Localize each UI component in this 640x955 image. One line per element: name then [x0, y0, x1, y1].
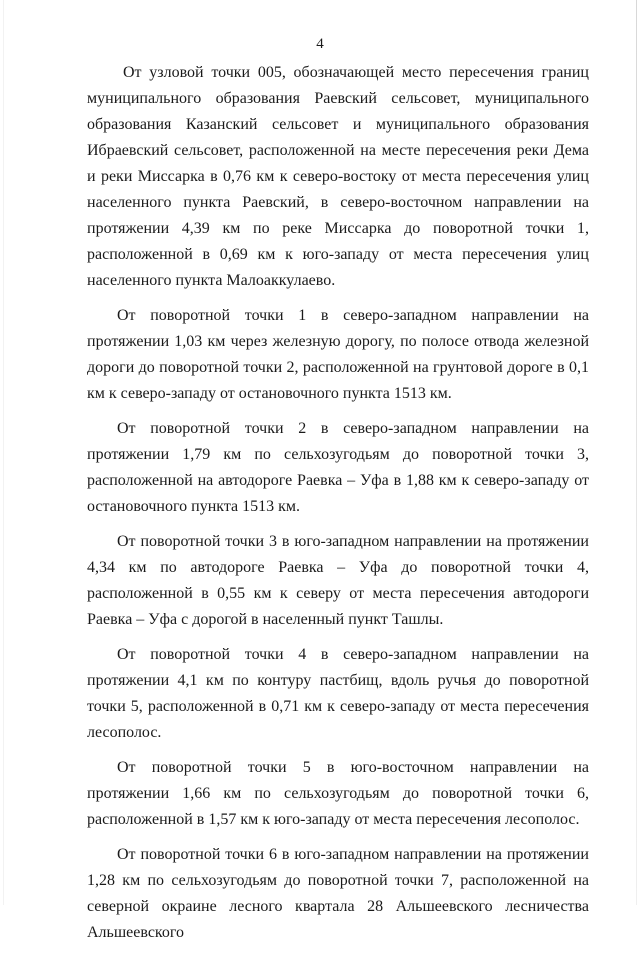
document-body: [87, 60, 589, 955]
page-number: 4: [316, 36, 324, 52]
paragraph-7: От поворотной точки 6 в юго-западном направлении на протяжении 1,28 км по сельхозугодьям до поворотной точки 7, расположенной на северной окраине лесного квартала 28 Альшеевского лесничества Альшеевского: [87, 846, 589, 941]
paragraph-2: От поворотной точки 1 в северо-западном направлении на протяжении 1,03 км через железную дорогу, по полосе отвода железной дороги до поворотной точки 2, расположенной на грунтовой дороге в 0,1 км к северо-западу от остановочного пункта 1513 км.: [87, 307, 589, 402]
paragraph-5: От поворотной точки 4 в северо-западном направлении на протяжении 4,1 км по контуру пастбищ, вдоль ручья до поворотной точки 5, расположенной в 0,71 км к северо-западу от места пересечения лесополос.: [87, 646, 589, 741]
paragraph-1: От узловой точки 005, обозначающей место пересечения границ муниципального образования Раевский сельсовет, муниципального образования Казанский сельсовет и муниципального образования Ибраевский сельсовет, расположенной на месте пересечения реки Дема и реки Миссарка в 0,76 км к северо-востоку от места пересечения улиц населенного пункта Раевский, в северо-восточном направлении на протяжении 4,39 км по реке Миссарка до поворотной точки 1, расположенной в 0,69 км к юго-западу от места пересечения улиц населенного пункта Малоаккулаево.: [87, 64, 589, 289]
scan-edge-right: [636, 0, 637, 905]
scan-edge-left: [3, 0, 4, 905]
paragraph-4: От поворотной точки 3 в юго-западном направлении на протяжении 4,34 км по автодороге Раевка – Уфа до поворотной точки 4, расположенной в 0,55 км к северу от места пересечения автодороги Раевка – Уфа с дорогой в населенный пункт Ташлы.: [87, 533, 589, 628]
paragraph-6: От поворотной точки 5 в юго-восточном направлении на протяжении 1,66 км по сельхозугодьям до поворотной точки 6, расположенной в 1,57 км к юго-западу от места пересечения лесополос.: [87, 759, 589, 828]
paragraph-3: От поворотной точки 2 в северо-западном направлении на протяжении 1,79 км по сельхозугодьям до поворотной точки 3, расположенной на автодороге Раевка – Уфа в 1,88 км к северо-западу от остановочного пункта 1513 км.: [87, 420, 589, 515]
